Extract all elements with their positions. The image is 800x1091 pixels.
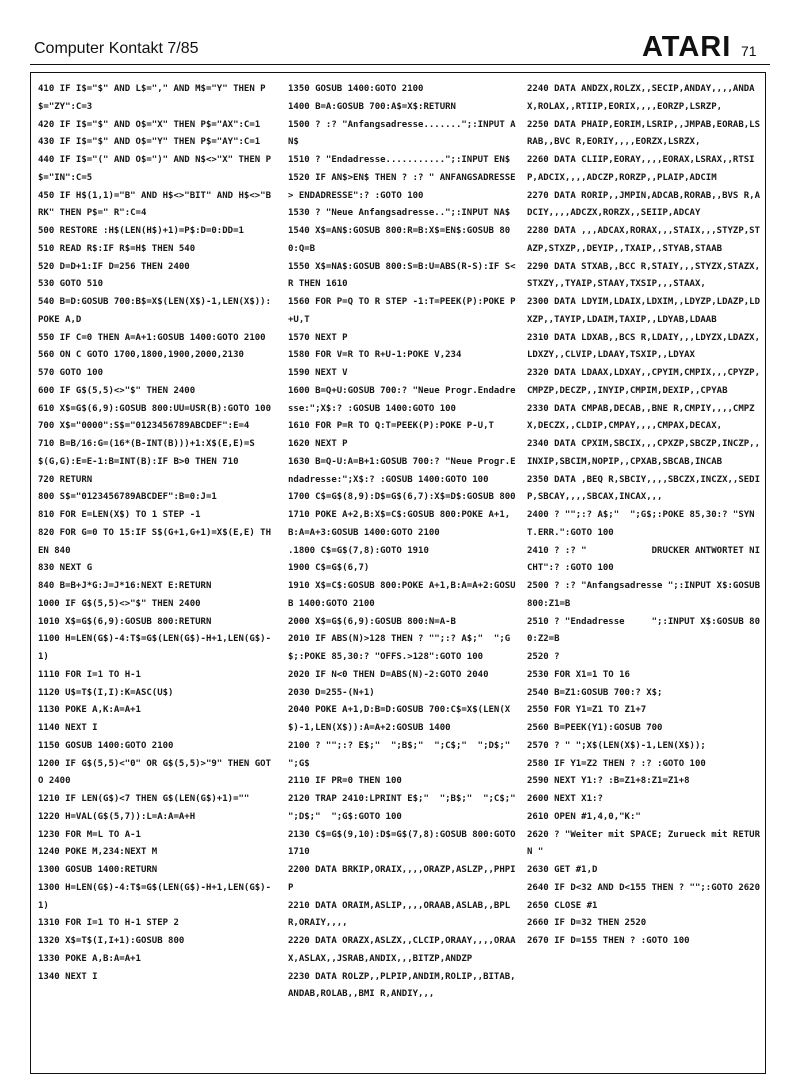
code-line: 2000 X$=G$(6,9):GOSUB 800:N=A-B: [288, 616, 456, 627]
code-line: 1210 IF LEN(G$)<7 THEN G$(LEN(G$)+1)="": [38, 794, 250, 804]
code-line: 710 B=B/16:G=(16*(B-INT(B)))+1:X$(E,E)=S$(G,G):E=E-1:B=INT(B):IF B>0 THEN 710: [38, 439, 255, 467]
code-line: 520 D=D+1:IF D=256 THEN 2400: [38, 261, 190, 272]
code-line: 1610 FOR P=R TO Q:T=PEEK(P):POKE P-U,T: [288, 421, 494, 432]
code-line: 2110 IF PR=0 THEN 100: [288, 776, 402, 787]
code-line: 810 FOR E=LEN(X$) TO 1 STEP -1: [38, 510, 201, 520]
code-line: 2570 ? " ";X$(LEN(X$)-1,LEN(X$));: [527, 740, 706, 751]
code-line: 1500 ? :? "Anfangsadresse.......";:INPUT AN$: [288, 119, 516, 148]
code-line: 2220 DATA ORAZX,ASLZX,,CLCIP,ORAAY,,,,ORAAX,ASLAX,,JSRAB,ANDIX,,,BITZP,ANDZP: [288, 936, 516, 964]
code-line: 800 S$="0123456789ABCDEF":B=0:J=1: [38, 492, 217, 503]
atari-logo: ATARI: [642, 31, 732, 63]
code-line: 530 GOTO 510: [38, 279, 104, 290]
code-line: 1230 FOR M=L TO A-1: [38, 829, 141, 840]
code-line: 1000 IF G$(5,5)<>"$" THEN 2400: [38, 598, 201, 609]
code-line: 2520 ?: [527, 652, 560, 662]
code-line: 1320 X$=T$(I,I+1):GOSUB 800: [38, 936, 185, 946]
code-line: 2100 ? "";:? E$;" ";B$;" ";C$;" ";D$;" ";G$: [288, 740, 522, 769]
code-line: 2610 OPEN #1,4,0,"K:": [527, 811, 641, 822]
code-line: 1130 POKE A,K:A=A+1: [38, 705, 141, 716]
code-line: .1800 C$=G$(7,8):GOTO 1910: [288, 545, 429, 556]
code-line: 450 IF H$(1,1)="B" AND H$<>"BIT" AND H$<>"BRK" THEN P$=" R":C=4: [38, 190, 271, 219]
code-line: 2530 FOR X1=1 TO 16: [527, 669, 630, 680]
code-line: 1550 X$=NA$:GOSUB 800:S=B:U=ABS(R-S):IF S<R THEN 1610: [288, 261, 516, 290]
code-line: 820 FOR G=0 TO 15:IF S$(G+1,G+1)=X$(E,E) THEN 840: [38, 527, 271, 556]
code-line: 1340 NEXT I: [38, 971, 98, 982]
code-line: 2540 B=Z1:GOSUB 700:? X$;: [527, 687, 663, 698]
code-line: 430 IF I$="$" AND O$="Y" THEN P$="AY":C=1: [38, 137, 261, 148]
code-line: 2200 DATA BRKIP,ORAIX,,,,ORAZP,ASLZP,,PHPIP: [288, 865, 516, 893]
code-line: 1300 H=LEN(G$)-4:T$=G$(LEN(G$)-H+1,LEN(G$)-1): [38, 882, 271, 911]
code-line: 1910 X$=C$:GOSUB 800:POKE A+1,B:A=A+2:GOSUB 1400:GOTO 2100: [288, 581, 516, 609]
code-line: 1560 FOR P=Q TO R STEP -1:T=PEEK(P):POKE P+U,T: [288, 297, 516, 325]
code-line: 1580 FOR V=R TO R+U-1:POKE V,234: [288, 350, 462, 361]
code-line: 2270 DATA RORIP,,JMPIN,ADCAB,RORAB,,BVS R,ADCIY,,,,ADCZX,RORZX,,SEIIP,ADCAY: [527, 190, 760, 219]
code-line: 2350 DATA ,BEQ R,SBCIY,,,,SBCZX,INCZX,,SEDIP,SBCAY,,,,SBCAX,INCAX,,,: [527, 474, 760, 503]
code-line: 1120 U$=T$(I,I):K=ASC(U$): [38, 687, 174, 698]
code-line: 2500 ? :? "Anfangsadresse ";:INPUT X$:GOSUB 800:Z1=B: [527, 581, 766, 609]
code-line: 2340 DATA CPXIM,SBCIX,,,CPXZP,SBCZP,INCZP,,INXIP,SBCIM,NOPIP,,CPXAB,SBCAB,INCAB: [527, 439, 760, 467]
code-line: 1590 NEXT V: [288, 368, 348, 378]
code-line: 2300 DATA LDYIM,LDAIX,LDXIM,,LDYZP,LDAZP,LDXZP,,TAYIP,LDAIM,TAXIP,,LDYAB,LDAAB: [527, 297, 760, 325]
code-line: 510 READ R$:IF R$=H$ THEN 540: [38, 243, 196, 254]
code-line: 2650 CLOSE #1: [527, 900, 598, 911]
code-line: 2210 DATA ORAIM,ASLIP,,,,ORAAB,ASLAB,,BPL R,ORAIY,,,,: [288, 900, 516, 929]
code-line: 2250 DATA PHAIP,EORIM,LSRIP,,JMPAB,EORAB,LSRAB,,BVC R,EORIY,,,,EORZX,LSRZX,: [527, 119, 760, 148]
code-line: 2280 DATA ,,,ADCAX,RORAX,,,STAIX,,,STYZP,STAZP,STXZP,,DEYIP,,TXAIP,,STYAB,STAAB: [527, 226, 760, 254]
code-line: 2510 ? "Endadresse ";:INPUT X$:GOSUB 800:Z2=B: [527, 616, 760, 645]
code-line: 2550 FOR Y1=Z1 TO Z1+7: [527, 705, 647, 716]
code-line: 570 GOTO 100: [38, 368, 104, 378]
code-line: 1350 GOSUB 1400:GOTO 2100: [288, 84, 424, 94]
code-line: 2580 IF Y1=Z2 THEN ? :? :GOTO 100: [527, 758, 706, 769]
code-line: 2620 ? "Weiter mit SPACE; Zurueck mit RETURN ": [527, 829, 760, 858]
listing-column-1: [38, 81, 276, 986]
code-line: 1400 B=A:GOSUB 700:A$=X$:RETURN: [288, 101, 456, 112]
code-line: 1600 B=Q+U:GOSUB 700:? "Neue Progr.Endadresse:";X$:? :GOSUB 1400:GOTO 100: [288, 385, 516, 414]
code-line: 840 B=B+J*G:J=J*16:NEXT E:RETURN: [38, 581, 212, 591]
code-line: 1540 X$=AN$:GOSUB 800:R=B:X$=EN$:GOSUB 800:Q=B: [288, 226, 511, 254]
code-line: 1310 FOR I=1 TO H-1 STEP 2: [38, 918, 179, 929]
code-line: 700 X$="0000":S$="0123456789ABCDEF":E=4: [38, 421, 250, 432]
code-line: 2410 ? :? " DRUCKER ANTWORTET NICHT":? :GOTO 100: [527, 545, 760, 574]
code-line: 610 X$=G$(6,9):GOSUB 800:UU=USR(B):GOTO 100: [38, 403, 271, 414]
code-line: 1010 X$=G$(6,9):GOSUB 800:RETURN: [38, 616, 212, 627]
code-line: 1150 GOSUB 1400:GOTO 2100: [38, 740, 174, 751]
code-line: 1220 H=VAL(G$(5,7)):L=A:A=A+H: [38, 811, 196, 822]
code-line: 1710 POKE A+2,B:X$=C$:GOSUB 800:POKE A+1,B:A=A+3:GOSUB 1400:GOTO 2100: [288, 510, 511, 538]
magazine-issue-header: Computer Kontakt 7/85: [34, 40, 199, 57]
code-line: 560 ON C GOTO 1700,1800,1900,2000,2130: [38, 350, 244, 361]
code-line: 2130 C$=G$(9,10):D$=G$(7,8):GOSUB 800:GOTO 1710: [288, 829, 521, 858]
code-line: 1570 NEXT P: [288, 332, 348, 343]
code-line: 2600 NEXT X1:?: [527, 794, 603, 804]
code-line: 2040 POKE A+1,D:B=D:GOSUB 700:C$=X$(LEN(X$)-1,LEN(X$)):A=A+2:GOSUB 1400: [288, 705, 511, 733]
code-line: 600 IF G$(5,5)<>"$" THEN 2400: [38, 385, 196, 396]
code-line: 1620 NEXT P: [288, 439, 348, 449]
code-line: 2290 DATA STXAB,,BCC R,STAIY,,,STYZX,STAZX,STXZY,,TYAIP,STAAY,TXSIP,,,STAAX,: [527, 261, 760, 290]
code-line: 2320 DATA LDAAX,LDXAY,,CPYIM,CMPIX,,,CPYZP,CMPZP,DECZP,,INYIP,CMPIM,DEXIP,,CPYAB: [527, 368, 760, 396]
code-line: 540 B=D:GOSUB 700:B$=X$(LEN(X$)-1,LEN(X$)):POKE A,D: [38, 297, 271, 325]
header-rule: [30, 64, 770, 65]
code-line: 2400 ? "";:? A$;" ";G$;:POKE 85,30:? "SYNT.ERR.":GOTO 100: [527, 510, 755, 538]
code-line: 2120 TRAP 2410:LPRINT E$;" ";B$;" ";C$;" ";D$;" ";G$:GOTO 100: [288, 794, 527, 822]
code-line: 2660 IF D=32 THEN 2520: [527, 918, 647, 929]
code-line: 1300 GOSUB 1400:RETURN: [38, 865, 158, 875]
code-line: 1630 B=Q-U:A=B+1:GOSUB 700:? "Neue Progr.Endadresse:";X$:? :GOSUB 1400:GOTO 100: [288, 456, 516, 485]
code-line: 2030 D=255-(N+1): [288, 687, 375, 698]
code-line: 440 IF I$="(" AND O$=")" AND N$<>"X" THEN P$="IN":C=5: [38, 155, 271, 183]
code-line: 550 IF C=0 THEN A=A+1:GOSUB 1400:GOTO 2100: [38, 332, 266, 343]
code-line: 1520 IF AN$>EN$ THEN ? :? " ANFANGSADRESSE > ENDADRESSE":? :GOTO 100: [288, 172, 521, 201]
code-line: 2020 IF N<0 THEN D=ABS(N)-2:GOTO 2040: [288, 669, 489, 680]
code-line: 2260 DATA CLIIP,EORAY,,,,EORAX,LSRAX,,RTSIP,ADCIX,,,,ADCZP,RORZP,,PLAIP,ADCIM: [527, 155, 755, 183]
code-line: 410 IF I$="$" AND L$="," AND M$="Y" THEN P$="ZY":C=3: [38, 84, 266, 112]
listing-column-3: [527, 81, 766, 951]
code-line: 720 RETURN: [38, 474, 93, 485]
code-line: 2670 IF D=155 THEN ? :GOTO 100: [527, 936, 690, 946]
listing-column-2: [288, 81, 527, 1004]
code-line: 2590 NEXT Y1:? :B=Z1+8:Z1=Z1+8: [527, 776, 690, 787]
code-line: 500 RESTORE :H$(LEN(H$)+1)=P$:D=0:DD=1: [38, 226, 244, 236]
code-line: 2010 IF ABS(N)>128 THEN ? "";:? A$;" ";G$;:POKE 85,30:? "OFFS.>128":GOTO 100: [288, 634, 511, 662]
code-line: 1530 ? "Neue Anfangsadresse..";:INPUT NA$: [288, 208, 511, 219]
page-number: 71: [741, 43, 757, 59]
code-line: 1900 C$=G$(6,7): [288, 563, 370, 574]
code-line: 1140 NEXT I: [38, 723, 98, 733]
code-line: 420 IF I$="$" AND O$="X" THEN P$="AX":C=1: [38, 119, 261, 130]
code-line: 1330 POKE A,B:A=A+1: [38, 953, 141, 964]
code-line: 2630 GET #1,D: [527, 865, 598, 875]
code-line: 1100 H=LEN(G$)-4:T$=G$(LEN(G$)-H+1,LEN(G$)-1): [38, 634, 271, 662]
code-line: 2240 DATA ANDZX,ROLZX,,SECIP,ANDAY,,,,ANDAX,ROLAX,,RTIIP,EORIX,,,,EORZP,LSRZP,: [527, 84, 755, 112]
code-line: 2310 DATA LDXAB,,BCS R,LDAIY,,,LDYZX,LDAZX,LDXZY,,CLVIP,LDAAY,TSXIP,,LDYAX: [527, 332, 760, 361]
code-line: 1110 FOR I=1 TO H-1: [38, 669, 141, 680]
code-line: 2230 DATA ROLZP,,PLPIP,ANDIM,ROLIP,,BITAB,ANDAB,ROLAB,,BMI R,ANDIY,,,: [288, 971, 516, 1000]
code-line: 1510 ? "Endadresse...........";:INPUT EN$: [288, 155, 511, 165]
code-line: 1240 POKE M,234:NEXT M: [38, 847, 158, 858]
code-line: 2560 B=PEEK(Y1):GOSUB 700: [527, 723, 663, 733]
code-line: 830 NEXT G: [38, 563, 93, 574]
code-line: 1200 IF G$(5,5)<"0" OR G$(5,5)>"9" THEN GOTO 2400: [38, 758, 271, 787]
code-line: 1700 C$=G$(8,9):D$=G$(6,7):X$=D$:GOSUB 800: [288, 492, 516, 503]
code-line: 2330 DATA CMPAB,DECAB,,BNE R,CMPIY,,,,CMPZX,DECZX,,CLDIP,CMPAY,,,,CMPAX,DECAX,: [527, 403, 755, 432]
code-line: 2640 IF D<32 AND D<155 THEN ? "";:GOTO 2620: [527, 882, 760, 893]
